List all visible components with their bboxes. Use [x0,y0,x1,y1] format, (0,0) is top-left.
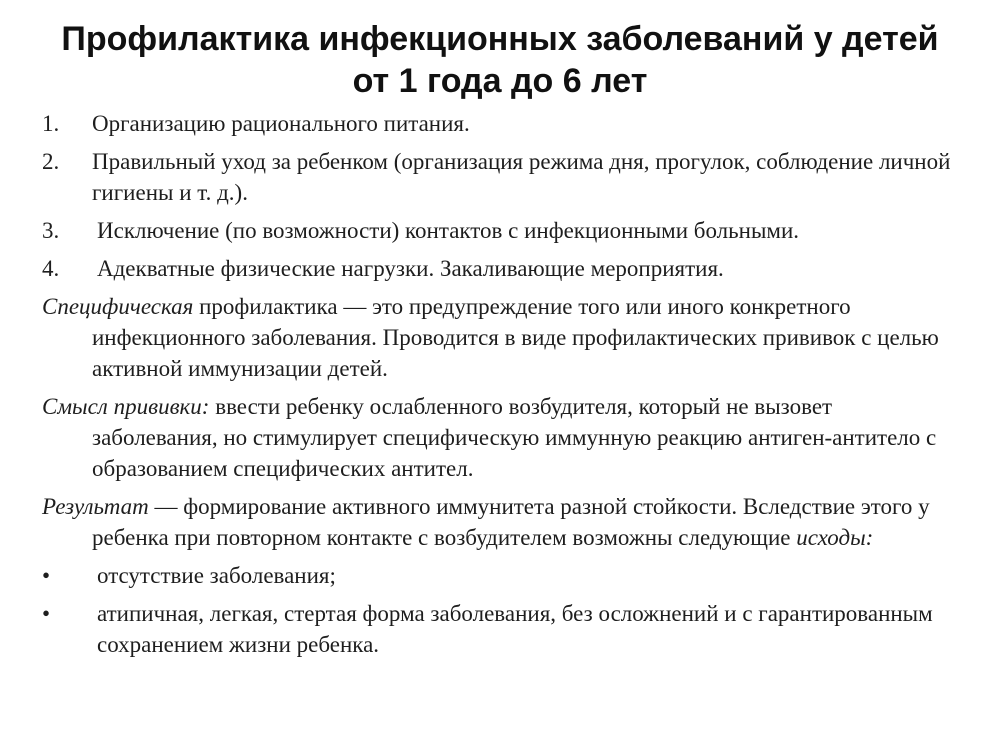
bullet-item [0,598,1000,660]
list-item [0,146,1000,208]
paragraph-text: ввести ребенку ослабленного возбудителя, который не вызовет заболевания, но стимулирует специфическую иммунную реакцию антиген-антитело с образованием специфических антител. [92,394,937,481]
slide-body [0,108,1000,667]
paragraph-specific-prevention [0,291,1000,384]
paragraph-lead: Результат [42,494,149,519]
paragraph-text: профилактика — это предупреждение того или иного конкретного инфекционного заболевания. Проводится в виде профилактических прививок с целью активной иммунизации детей. [92,294,939,381]
title-line-1: Профилактика инфекционных заболеваний у детей [61,20,939,58]
bullet-text: отсутствие заболевания; [97,563,336,588]
list-number: 4. [42,256,60,281]
list-item [0,108,1000,139]
list-number: 1. [42,111,60,136]
paragraph-tail: исходы: [796,525,874,550]
slide-title [20,18,980,102]
title-line-2: от 1 года до 6 лет [352,62,648,100]
list-text: Адекватные физические нагрузки. Закаливающие мероприятия. [97,256,724,281]
bullet-text: атипичная, легкая, стертая форма заболевания, без осложнений и с гарантированным сохранением жизни ребенка. [97,601,933,657]
bullet-mark: • [42,563,51,588]
list-item [0,253,1000,284]
list-text: Правильный уход за ребенком (организация режима дня, прогулок, соблюдение личной гигиены и т. д.). [92,149,951,205]
list-number: 2. [42,149,60,174]
bullet-mark: • [42,601,51,626]
paragraph-text: — формирование активного иммунитета разной стойкости. Вследствие этого у ребенка при повторном контакте с возбудителем возможны следующие [92,494,930,550]
list-item [0,215,1000,246]
list-text: Организацию рационального питания. [92,111,470,136]
list-number: 3. [42,218,60,243]
paragraph-lead: Специфическая [42,294,194,319]
paragraph-lead: Смысл прививки: [42,394,210,419]
paragraph-result [0,491,1000,553]
paragraph-vaccination-meaning [0,391,1000,484]
list-text: Исключение (по возможности) контактов с инфекционными больными. [97,218,800,243]
bullet-item [0,560,1000,591]
